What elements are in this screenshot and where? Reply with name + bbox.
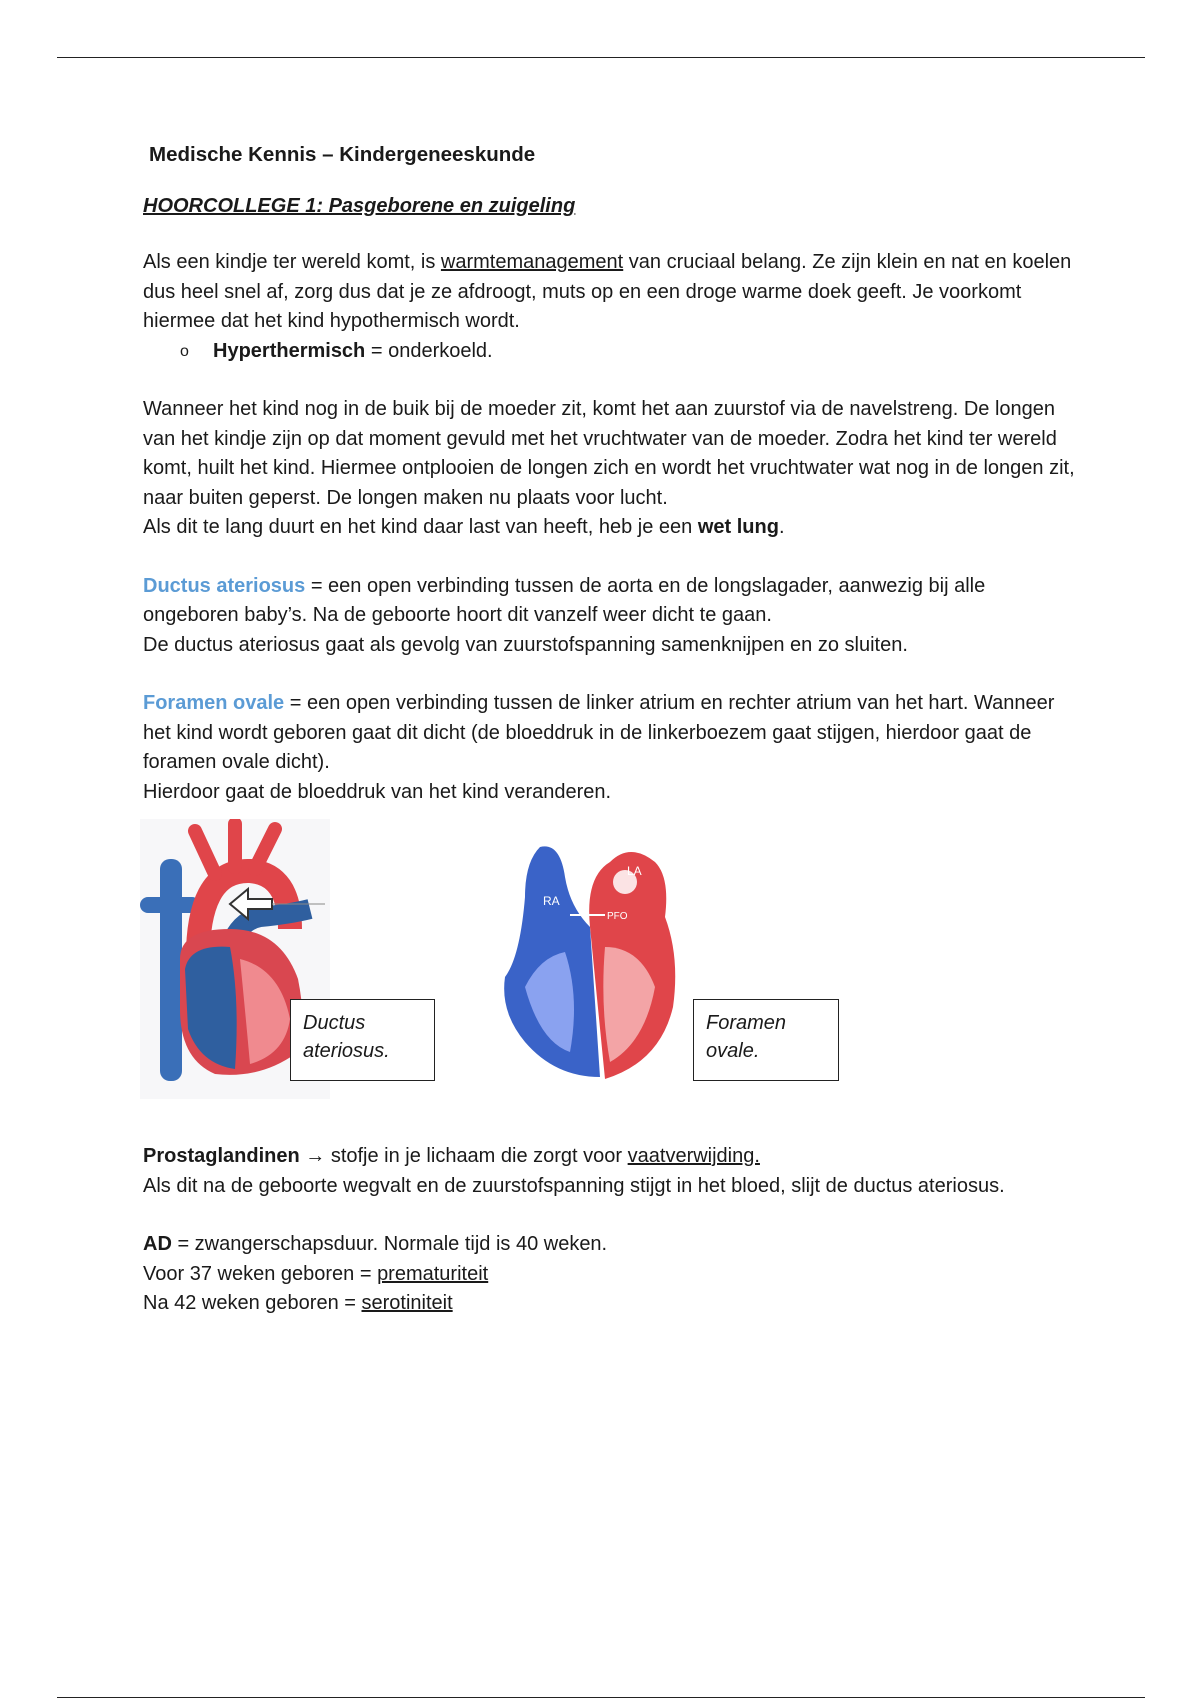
footer-rule — [57, 1697, 1145, 1698]
line-serotiniteit: Na 42 weken geboren = serotiniteit — [143, 1292, 453, 1314]
paragraph-foramen: Foramen ovale = een open verbinding tussen de linker atrium en rechter atrium van het hart. Wanneer het kind wordt geboren gaat dit dicht (de bloeddruk in de linkerboezem gaat stijgen, hierdoor gaat de foramen ovale dicht). — [143, 692, 1055, 773]
paragraph-ad: AD = zwangerschapsduur. Normale tijd is 40 weken. — [143, 1233, 608, 1255]
header-rule — [57, 57, 1145, 58]
paragraph-prostaglandinen: Prostaglandinen → stofje in je lichaam die zorgt voor vaatverwijding. — [143, 1145, 760, 1167]
figure-row — [143, 819, 1083, 1124]
line-prematuriteit: Voor 37 weken geboren = prematuriteit — [143, 1262, 489, 1285]
label-pfo: PFO — [607, 911, 628, 922]
paragraph-ductus-closure: De ductus ateriosus gaat als gevolg van zuurstofspanning samenknijpen en zo sluiten. — [143, 633, 908, 656]
heart-foramen-figure — [495, 837, 680, 1082]
label-la: LA — [627, 864, 642, 878]
bullet-item: o Hyperthermisch = onderkoeld. — [180, 337, 1083, 367]
paragraph-wet-lung: Als dit te lang duurt en het kind daar last van heeft, heb je een wet lung. — [143, 516, 785, 538]
paragraph-prostaglandinen-2: Als dit na de geboorte wegvalt en de zuurstofspanning stijgt in het bloed, slijt de ductus ateriosus. — [143, 1174, 1005, 1197]
document-body — [143, 140, 1083, 1319]
bullet-marker: o — [180, 342, 189, 360]
document-title: Medische Kennis – Kindergeneeskunde — [149, 143, 536, 166]
paragraph-bloodpressure: Hierdoor gaat de bloeddruk van het kind veranderen. — [143, 780, 612, 803]
label-ra: RA — [543, 894, 560, 908]
paragraph-ductus: Ductus ateriosus = een open verbinding tussen de aorta en de longslagader, aanwezig bij alle ongeboren baby’s. Na de geboorte hoort dit vanzelf weer dicht te gaan. — [143, 574, 986, 626]
paragraph-lungs: Wanneer het kind nog in de buik bij de moeder zit, komt het aan zuurstof via de navelstreng. De longen van het kindje zijn op dat moment gevuld met het vruchtwater van de moeder. Zodra het kind ter wereld komt, huilt het kind. Hiermee ontplooien de longen zich en wordt het vruchtwater wat nog in de longen zit, naar buiten geperst. De longen maken nu plaats voor lucht. — [143, 398, 1075, 509]
lecture-heading: HOORCOLLEGE 1: Pasgeborene en zuigeling — [143, 194, 576, 217]
caption-ductus: Ductus ateriosus. — [290, 999, 435, 1081]
caption-foramen: Foramen ovale. — [693, 999, 839, 1081]
paragraph-warmth: Als een kindje ter wereld komt, is warmtemanagement van cruciaal belang. Ze zijn klein en nat en koelen dus heel snel af, zorg dus dat je ze afdroogt, muts op en een droge warme doek geeft. Je voorkomt hiermee dat het kind hypothermisch wordt. — [143, 251, 1072, 332]
vena-cava-shape — [160, 859, 182, 1081]
